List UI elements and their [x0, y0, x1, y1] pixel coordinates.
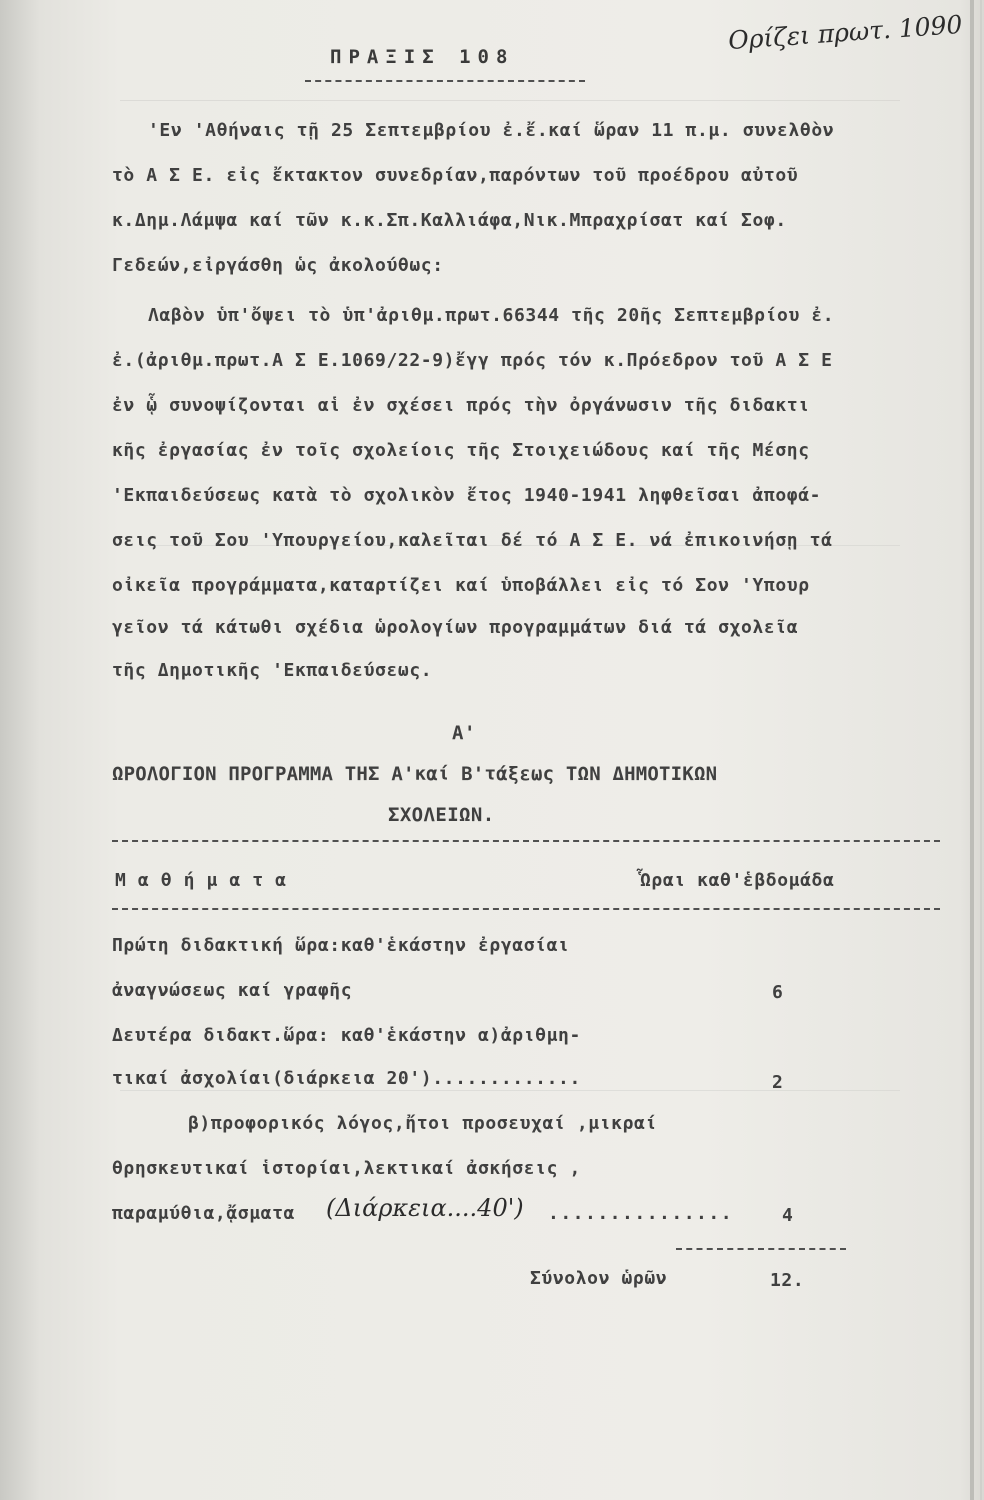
column-header-subjects: Μ α θ ή μ α τ α	[115, 870, 287, 891]
title-underline	[305, 80, 585, 82]
total-value: 12.	[770, 1270, 805, 1291]
hours-value: 6	[772, 982, 784, 1003]
table-row-text: παραμύθια,ᾄσματα	[112, 1203, 295, 1224]
body-line: τῆς Δημοτικῆς 'Εκπαιδεύσεως.	[112, 660, 433, 681]
body-line: κῆς ἐργασίας ἐν τοῖς σχολείοις τῆς Στοιχειώδους καί τῆς Μέσης	[112, 440, 810, 461]
total-label: Σύνολον ὡρῶν	[530, 1268, 668, 1289]
leader-dots: ...............	[548, 1203, 734, 1224]
column-header-hours: Ὧραι καθ'ἑβδομάδα	[640, 870, 835, 891]
page-edge-line	[980, 0, 982, 1500]
intro-line: κ.Δημ.Λάμψα καί τῶν κ.κ.Σπ.Καλλιάφα,Νικ.Μπραχρίσατ καί Σοφ.	[112, 210, 787, 231]
heading-rule	[112, 840, 940, 842]
hours-value: 4	[782, 1205, 794, 1226]
body-line: Λαβὸν ὑπ'ὄψει τὸ ὑπ'ἀριθμ.πρωτ.66344 τῆς 20ῆς Σεπτεμβρίου ἐ.	[148, 305, 835, 326]
table-row-text: θρησκευτικαί ἱστορίαι,λεκτικαί ἀσκήσεις ,	[112, 1158, 581, 1179]
table-row-text: ἀναγνώσεως καί γραφῆς	[112, 980, 353, 1001]
section-letter: Α'	[452, 722, 477, 744]
section-heading-cont: ΣΧΟΛΕΙΩΝ.	[388, 804, 495, 826]
table-row-text: τικαί ἀσχολίαι(διάρκεια 20').............	[112, 1068, 581, 1089]
table-row-text: Δευτέρα διδακτ.ὥρα: καθ'ἑκάστην α)ἀριθμη-	[112, 1025, 581, 1046]
total-rule	[676, 1248, 846, 1250]
body-line: ἐ.(ἀριθμ.πρωτ.Α Σ Ε.1069/22-9)ἔγγ πρός τόν κ.Πρόεδρον τοῦ Α Σ Ε	[112, 350, 833, 371]
body-line: 'Εκπαιδεύσεως κατὰ τὸ σχολικὸν ἔτος 1940-1941 ληφθεῖσαι ἀποφά-	[112, 485, 822, 506]
table-row-text: Πρώτη διδακτική ὥρα:καθ'ἑκάστην ἐργασίαι	[112, 935, 570, 956]
table-row-text: β)προφορικός λόγος,ἤτοι προσευχαί ,μικραί	[188, 1113, 657, 1134]
page-title: ΠΡΑΞΙΣ 108	[330, 46, 515, 68]
intro-line: τὸ Α Σ Ε. εἰς ἔκτακτον συνεδρίαν,παρόντων τοῦ προέδρου αὐτοῦ	[112, 165, 799, 186]
bleed-through-line	[120, 100, 900, 115]
body-line: οἰκεῖα προγράμματα,καταρτίζει καί ὑποβάλλει εἰς τό Σον 'Υπουρ	[112, 575, 810, 596]
handwritten-duration-insert: (Διάρκεια....40')	[326, 1194, 524, 1222]
header-rule	[112, 908, 940, 910]
body-line: γεῖον τά κάτωθι σχέδια ὡρολογίων προγραμμάτων διά τά σχολεῖα	[112, 617, 799, 638]
body-line: ἐν ᾧ συνοψίζονται αἱ ἐν σχέσει πρός τὴν ὀργάνωσιν τῆς διδακτι	[112, 395, 810, 416]
hours-value: 2	[772, 1072, 784, 1093]
intro-line: 'Εν 'Αθήναις τῇ 25 Σεπτεμβρίου ἐ.ἔ.καί ὥραν 11 π.μ. συνελθὸν	[148, 120, 835, 141]
handwritten-reference-note: Ορίζει πρωτ. 1090	[727, 9, 964, 56]
section-heading: ΩΡΟΛΟΓΙΟΝ ΠΡΟΓΡΑΜΜΑ ΤΗΣ Α'καί Β'τάξεως ΤΩΝ ΔΗΜΟΤΙΚΩΝ	[112, 763, 718, 785]
page-edge-shadow	[970, 0, 974, 1500]
body-line: σεις τοῦ Σου 'Υπουργείου,καλεῖται δέ τό Α Σ Ε. νά ἐπικοινήσῃ τά	[112, 530, 833, 551]
intro-line: Γεδεών,εἰργάσθη ὡς ἀκολούθως:	[112, 255, 444, 276]
